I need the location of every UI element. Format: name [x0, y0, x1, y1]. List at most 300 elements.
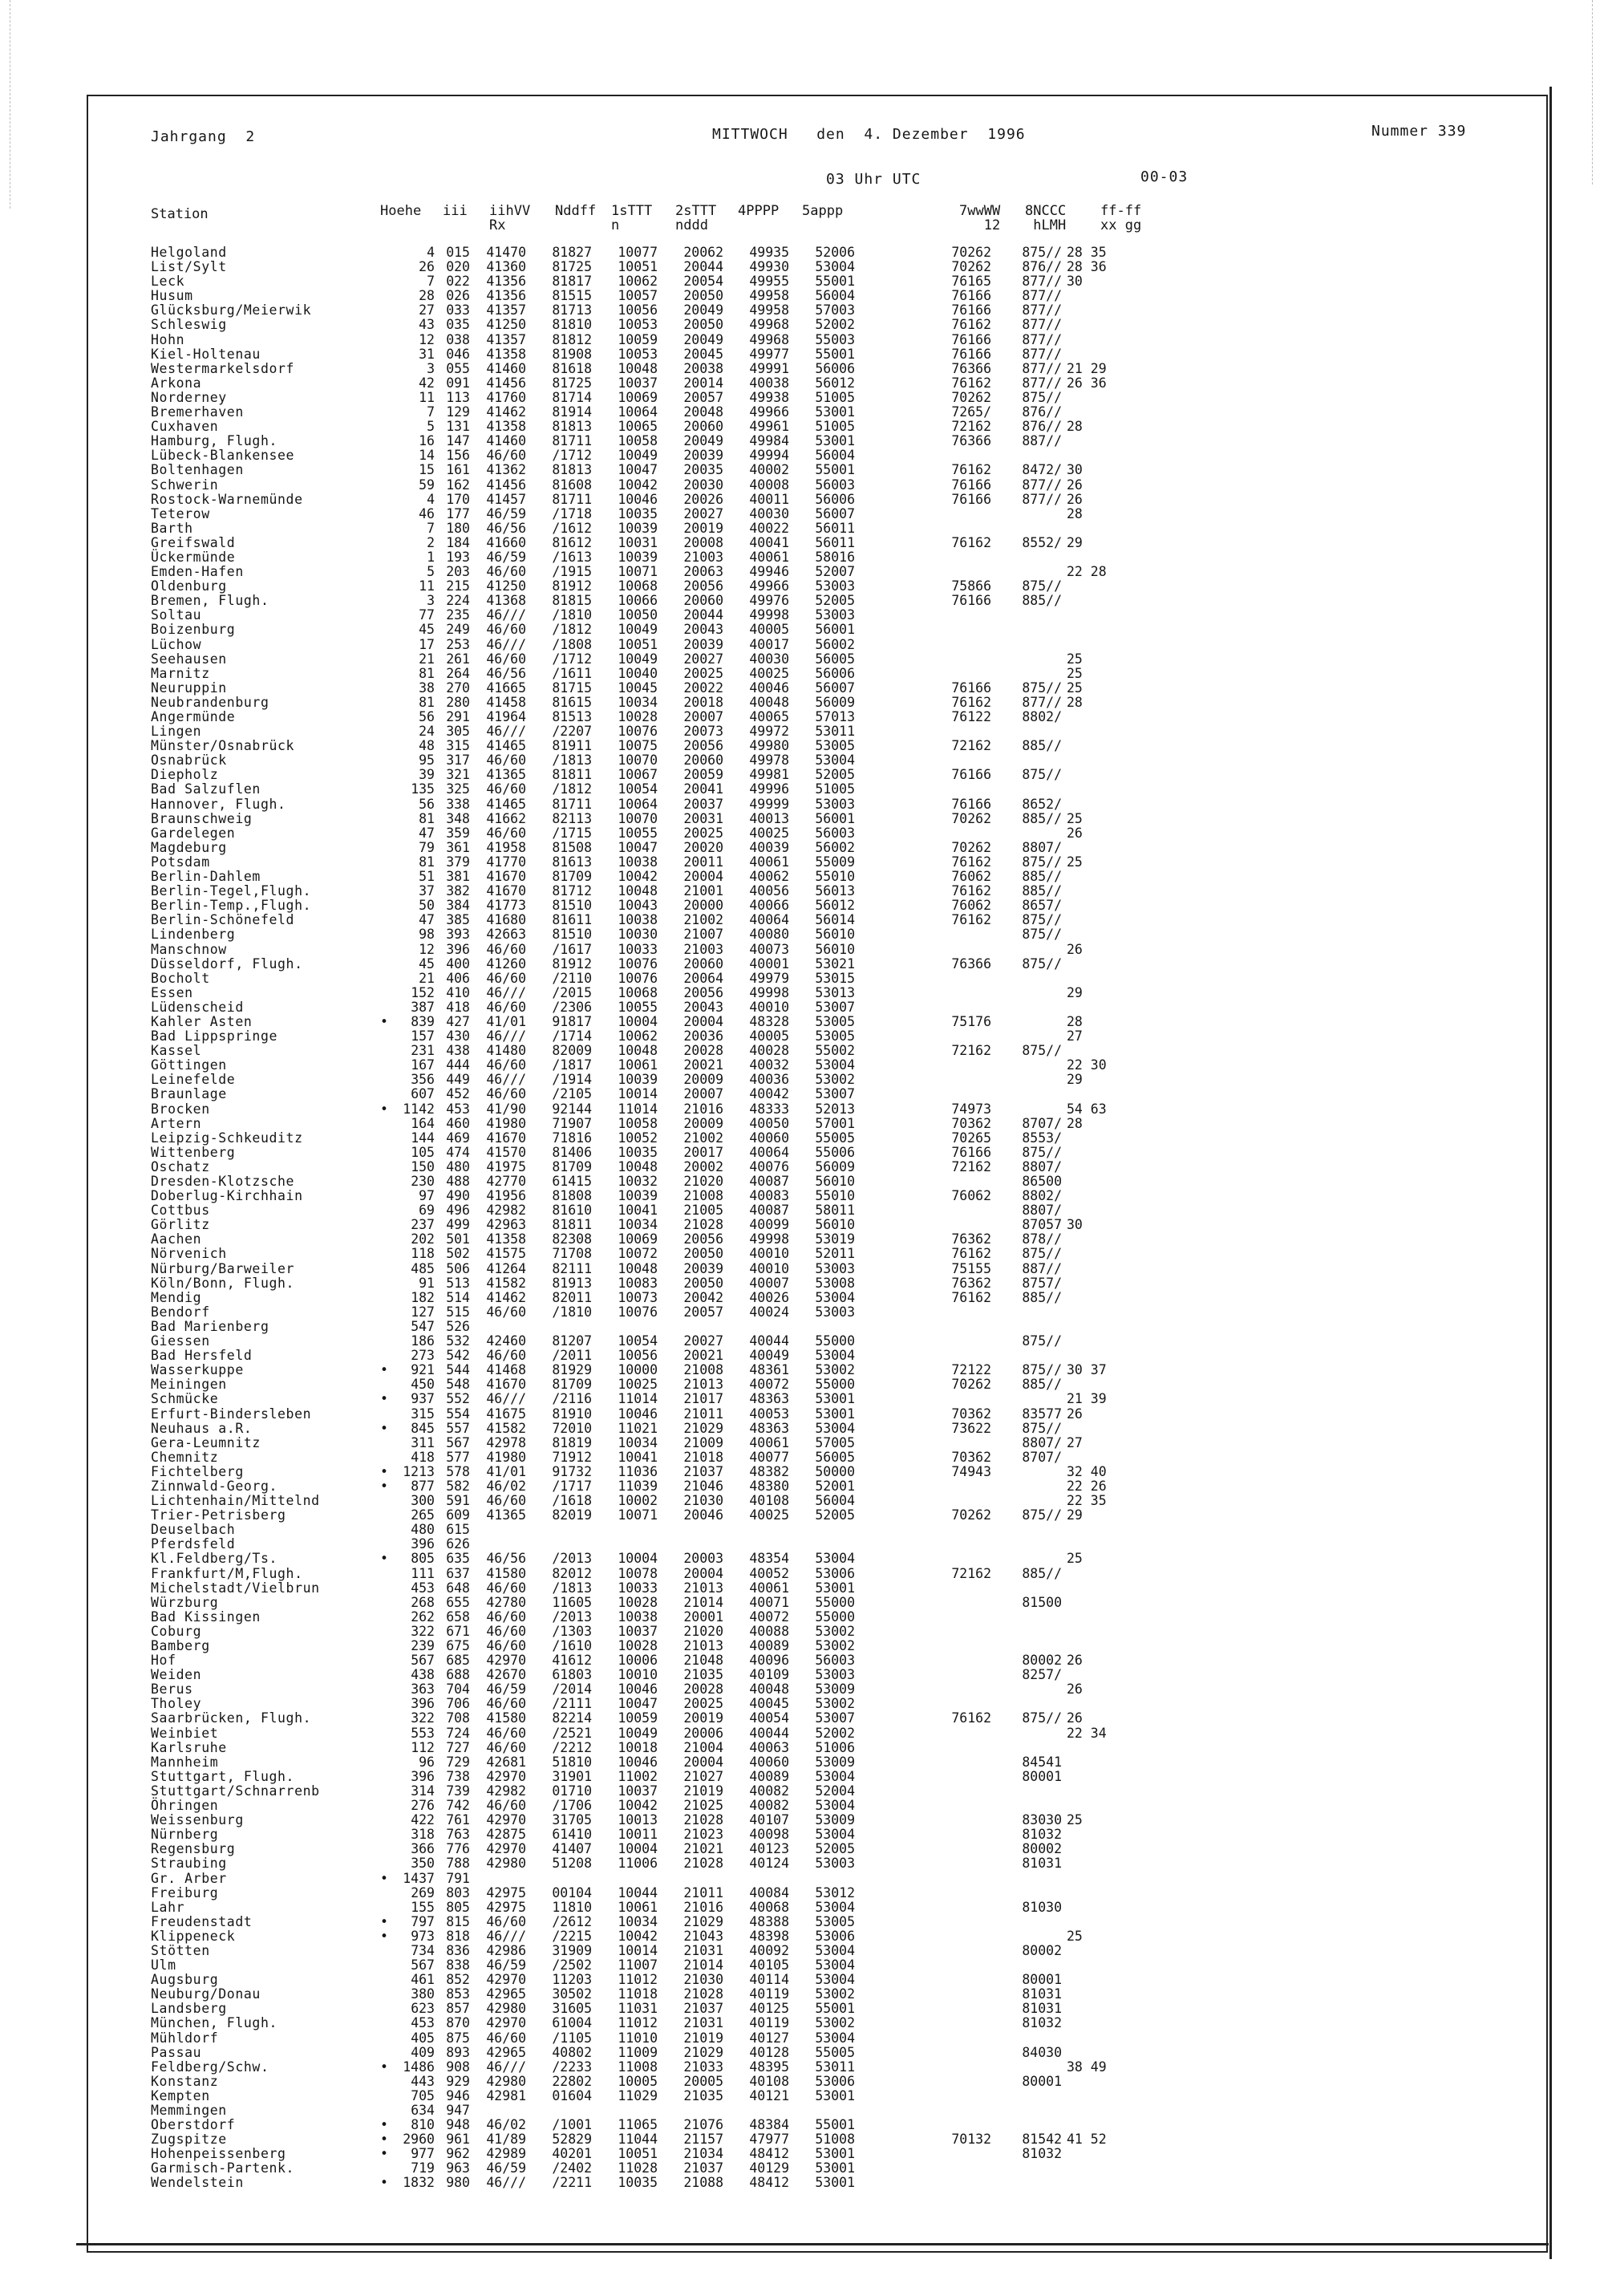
- cell-station-name: Garmisch-Partenk.: [151, 2160, 295, 2176]
- table-row: [151, 362, 1126, 376]
- cell-4pppp: 48398: [749, 1928, 789, 1944]
- cell-iii: 577: [446, 1449, 470, 1465]
- cell-iihvv: 42663: [486, 927, 526, 943]
- table-row: [151, 405, 1126, 420]
- cell-iii: 658: [446, 1608, 470, 1625]
- cell-iihvv: 41465: [486, 738, 526, 754]
- cell-2sttt: 21030: [683, 1972, 723, 1988]
- table-row: [151, 1000, 1126, 1015]
- cell-iihvv: 41580: [486, 1565, 526, 1581]
- cell-1sttt: 11009: [618, 2044, 658, 2060]
- cell-station-name: Wendelstein: [151, 2175, 244, 2191]
- table-row: [151, 550, 1126, 565]
- cell-nddff: 81817: [552, 274, 592, 290]
- cell-hoehe: 46: [419, 505, 435, 521]
- cell-8nccc: 877//: [1022, 288, 1062, 304]
- cell-5appp: 56014: [815, 912, 855, 928]
- cell-4pppp: 49998: [749, 984, 789, 1000]
- cell-4pppp: 40028: [749, 1043, 789, 1059]
- cell-ff-ff: 26: [1067, 1406, 1083, 1422]
- cell-1sttt: 10038: [618, 854, 658, 870]
- cell-nddff: 82019: [552, 1507, 592, 1523]
- cell-5appp: 53004: [815, 1827, 855, 1843]
- table-row: [151, 1015, 1126, 1029]
- cell-2sttt: 21008: [683, 1188, 723, 1204]
- cell-8nccc: 876//: [1022, 259, 1062, 275]
- cell-8nccc: 8707/: [1022, 1449, 1062, 1465]
- cell-station-name: Nörvenich: [151, 1246, 227, 1262]
- table-row: [151, 1029, 1126, 1044]
- cell-iihvv: 42670: [486, 1667, 526, 1683]
- cell-7wwww: 76366: [951, 433, 991, 449]
- cell-2sttt: 20017: [683, 1144, 723, 1160]
- table-row: [151, 826, 1126, 841]
- table-row: [151, 753, 1126, 768]
- cell-2sttt: 20043: [683, 999, 723, 1015]
- cell-iii: 526: [446, 1318, 470, 1334]
- cell-2sttt: 21009: [683, 1434, 723, 1450]
- cell-4pppp: 48412: [749, 2175, 789, 2191]
- cell-4pppp: 40044: [749, 1333, 789, 1349]
- table-row: [151, 1537, 1126, 1552]
- cell-4pppp: 40084: [749, 1884, 789, 1900]
- cell-iii: 382: [446, 883, 470, 899]
- cell-7wwww: 76162: [951, 694, 991, 710]
- cell-2sttt: 20054: [683, 274, 723, 290]
- cell-5appp: 53002: [815, 2015, 855, 2031]
- cell-4pppp: 40061: [749, 1434, 789, 1450]
- cell-hoehe: 356: [411, 1072, 435, 1088]
- cell-2sttt: 20035: [683, 462, 723, 478]
- cell-4pppp: 40119: [749, 1986, 789, 2002]
- scan-edge-marks-right: [1592, 0, 1604, 185]
- cell-1sttt: 10004: [618, 1551, 658, 1567]
- cell-nddff: /1612: [552, 520, 592, 536]
- cell-station-name: München, Flugh.: [151, 2015, 278, 2031]
- cell-2sttt: 21004: [683, 1739, 723, 1755]
- cell-4pppp: 40071: [749, 1594, 789, 1610]
- cell-2sttt: 21020: [683, 1623, 723, 1639]
- cell-iii: 947: [446, 2103, 470, 2118]
- cell-8nccc: 875//: [1022, 1333, 1062, 1349]
- cell-hoehe: 164: [411, 1115, 435, 1131]
- cell-ff-ff: 29: [1067, 534, 1083, 550]
- cell-iihvv: 41964: [486, 709, 526, 724]
- cell-4pppp: 49981: [749, 767, 789, 783]
- cell-5appp: 53001: [815, 2146, 855, 2162]
- cell-iii: 554: [446, 1406, 470, 1422]
- cell-4pppp: 40025: [749, 825, 789, 841]
- cell-station-name: Bremen, Flugh.: [151, 593, 269, 609]
- table-row: [151, 1813, 1126, 1827]
- cell-iii: 739: [446, 1783, 470, 1799]
- cell-nddff: 81608: [552, 477, 592, 493]
- table-row: [151, 1770, 1126, 1784]
- cell-iihvv: 46///: [486, 1928, 526, 1944]
- cell-5appp: 56009: [815, 1158, 855, 1174]
- cell-8nccc: 8807/: [1022, 1203, 1062, 1219]
- cell-4pppp: 40072: [749, 1608, 789, 1625]
- cell-4pppp: 40053: [749, 1406, 789, 1422]
- cell-5appp: 53004: [815, 1972, 855, 1988]
- cell-8nccc: 875//: [1022, 1144, 1062, 1160]
- cell-8nccc: 875//: [1022, 578, 1062, 594]
- cell-hoehe: 155: [411, 1899, 435, 1915]
- cell-iii: 706: [446, 1696, 470, 1712]
- cell-iii: 761: [446, 1812, 470, 1828]
- jahrgang-label: Jahrgang 2: [151, 128, 256, 145]
- cell-4pppp: 40064: [749, 1144, 789, 1160]
- cell-5appp: 52005: [815, 1507, 855, 1523]
- cell-iii: 655: [446, 1594, 470, 1610]
- cell-1sttt: 10058: [618, 433, 658, 449]
- cell-iihvv: 46/60: [486, 752, 526, 769]
- cell-iii: 381: [446, 869, 470, 885]
- cell-7wwww: 70132: [951, 2132, 991, 2148]
- cell-4pppp: 40010: [749, 1260, 789, 1276]
- cell-iii: 162: [446, 477, 470, 493]
- cell-alpine-marker: •: [380, 1870, 388, 1886]
- cell-5appp: 53009: [815, 1681, 855, 1698]
- cell-4pppp: 40005: [749, 1028, 789, 1045]
- cell-iii: 501: [446, 1231, 470, 1247]
- cell-station-name: Neuburg/Donau: [151, 1986, 261, 2002]
- cell-2sttt: 20059: [683, 767, 723, 783]
- cell-4pppp: 40068: [749, 1899, 789, 1915]
- cell-iii: 513: [446, 1275, 470, 1291]
- cell-hoehe: 1142: [403, 1101, 435, 1117]
- cell-nddff: 81725: [552, 375, 592, 391]
- cell-iihvv: 46/60: [486, 970, 526, 986]
- cell-1sttt: 10070: [618, 752, 658, 769]
- cell-5appp: 56004: [815, 1493, 855, 1509]
- cell-iihvv: 41480: [486, 1043, 526, 1059]
- cell-5appp: 53004: [815, 2030, 855, 2046]
- cell-7wwww: 76165: [951, 274, 991, 290]
- cell-nddff: 31909: [552, 1942, 592, 1958]
- cell-hoehe: 363: [411, 1681, 435, 1698]
- cell-ff-ff: 22 28: [1067, 564, 1107, 580]
- cell-hoehe: 5: [427, 419, 435, 435]
- cell-nddff: 40802: [552, 2044, 592, 2060]
- cell-hoehe: 182: [411, 1289, 435, 1305]
- col-iihvv-header: iihVV Rx: [489, 203, 531, 233]
- cell-4pppp: 40005: [749, 622, 789, 638]
- cell-station-name: Karlsruhe: [151, 1739, 227, 1755]
- cell-2sttt: 20009: [683, 1115, 723, 1131]
- cell-iihvv: 46/60: [486, 941, 526, 957]
- cell-hoehe: 26: [419, 259, 435, 275]
- table-row: [151, 768, 1126, 782]
- cell-7wwww: 76166: [951, 302, 991, 318]
- cell-nddff: 81508: [552, 839, 592, 855]
- cell-1sttt: 10039: [618, 1188, 658, 1204]
- cell-hoehe: 31: [419, 346, 435, 362]
- cell-ff-ff: 30: [1067, 1217, 1083, 1233]
- cell-hoehe: 11: [419, 578, 435, 594]
- cell-5appp: 56011: [815, 534, 855, 550]
- cell-nddff: /2011: [552, 1348, 592, 1364]
- cell-2sttt: 21023: [683, 1827, 723, 1843]
- cell-7wwww: 76362: [951, 1275, 991, 1291]
- cell-station-name: Boizenburg: [151, 622, 236, 638]
- col-hoehe-header: Hoehe: [380, 203, 422, 219]
- cell-7wwww: 72122: [951, 1362, 991, 1378]
- cell-4pppp: 40061: [749, 549, 789, 565]
- table-row: [151, 1407, 1126, 1422]
- table-row: [151, 739, 1126, 753]
- cell-iihvv: 42981: [486, 2087, 526, 2103]
- cell-1sttt: 10064: [618, 404, 658, 420]
- cell-nddff: 81810: [552, 317, 592, 333]
- cell-hoehe: 186: [411, 1333, 435, 1349]
- cell-5appp: 53004: [815, 1420, 855, 1436]
- cell-5appp: 53002: [815, 1072, 855, 1088]
- cell-1sttt: 10083: [618, 1275, 658, 1291]
- table-row: [151, 1697, 1126, 1711]
- cell-iii: 291: [446, 709, 470, 724]
- cell-5appp: 53002: [815, 1638, 855, 1653]
- cell-iii: 156: [446, 448, 470, 464]
- cell-iihvv: 41/89: [486, 2132, 526, 2148]
- cell-1sttt: 10032: [618, 1174, 658, 1189]
- cell-iihvv: 46///: [486, 607, 526, 623]
- cell-1sttt: 10050: [618, 607, 658, 623]
- cell-4pppp: 40063: [749, 1739, 789, 1755]
- cell-1sttt: 10055: [618, 825, 658, 841]
- cell-station-name: Angermünde: [151, 709, 236, 724]
- cell-station-name: Öhringen: [151, 1798, 219, 1814]
- cell-station-name: Köln/Bonn, Flugh.: [151, 1275, 295, 1291]
- cell-2sttt: 21016: [683, 1899, 723, 1915]
- cell-iii: 406: [446, 970, 470, 986]
- cell-nddff: /1812: [552, 622, 592, 638]
- cell-iihvv: 46/59: [486, 1681, 526, 1698]
- table-row: [151, 1146, 1126, 1160]
- table-row: [151, 652, 1126, 667]
- cell-1sttt: 10038: [618, 912, 658, 928]
- cell-iihvv: 42975: [486, 1899, 526, 1915]
- col-ffff-header: ff-ff xx gg: [1100, 203, 1142, 233]
- cell-iihvv: 41570: [486, 1144, 526, 1160]
- cell-2sttt: 20045: [683, 346, 723, 362]
- cell-2sttt: 21003: [683, 549, 723, 565]
- table-row: [151, 289, 1126, 303]
- cell-5appp: 55002: [815, 1043, 855, 1059]
- cell-iii: 544: [446, 1362, 470, 1378]
- cell-iii: 480: [446, 1158, 470, 1174]
- cell-5appp: 56003: [815, 477, 855, 493]
- cell-2sttt: 21028: [683, 1986, 723, 2002]
- cell-2sttt: 21030: [683, 1493, 723, 1509]
- cell-1sttt: 10028: [618, 1638, 658, 1653]
- cell-hoehe: 443: [411, 2073, 435, 2089]
- station-data-table: [151, 245, 1126, 2191]
- cell-nddff: 22802: [552, 2073, 592, 2089]
- cell-5appp: 53011: [815, 2059, 855, 2075]
- cell-7wwww: 76162: [951, 375, 991, 391]
- cell-2sttt: 21028: [683, 1217, 723, 1233]
- cell-7wwww: 76162: [951, 1710, 991, 1726]
- cell-nddff: 11203: [552, 1972, 592, 1988]
- cell-iii: 384: [446, 898, 470, 914]
- cell-iihvv: 42970: [486, 1841, 526, 1857]
- table-row: [151, 507, 1126, 521]
- cell-iihvv: 41456: [486, 477, 526, 493]
- cell-8nccc: 875//: [1022, 1043, 1062, 1059]
- cell-iihvv: 42965: [486, 1986, 526, 2002]
- cell-5appp: 55005: [815, 2044, 855, 2060]
- cell-4pppp: 40064: [749, 912, 789, 928]
- cell-nddff: 81610: [552, 1203, 592, 1219]
- table-row: [151, 1218, 1126, 1232]
- cell-1sttt: 10062: [618, 1028, 658, 1045]
- cell-ff-ff: 26: [1067, 1681, 1083, 1698]
- cell-ff-ff: 30 37: [1067, 1362, 1107, 1378]
- cell-iihvv: 46/60: [486, 1304, 526, 1320]
- cell-7wwww: 75176: [951, 1013, 991, 1029]
- cell-iii: 946: [446, 2087, 470, 2103]
- cell-5appp: 53004: [815, 1768, 855, 1784]
- cell-1sttt: 10059: [618, 1710, 658, 1726]
- cell-hoehe: 322: [411, 1623, 435, 1639]
- cell-nddff: 81914: [552, 404, 592, 420]
- cell-1sttt: 10064: [618, 796, 658, 812]
- cell-5appp: 51006: [815, 1739, 855, 1755]
- cell-7wwww: 76166: [951, 331, 991, 347]
- cell-hoehe: 265: [411, 1507, 435, 1523]
- cell-4pppp: 40083: [749, 1188, 789, 1204]
- cell-iii: 609: [446, 1507, 470, 1523]
- cell-iihvv: 41662: [486, 810, 526, 826]
- table-row: [151, 1711, 1126, 1726]
- cell-8nccc: 887//: [1022, 433, 1062, 449]
- cell-iihvv: 42770: [486, 1174, 526, 1189]
- cell-hoehe: 634: [411, 2103, 435, 2118]
- cell-2sttt: 21048: [683, 1653, 723, 1669]
- cell-hoehe: 45: [419, 622, 435, 638]
- cell-2sttt: 20007: [683, 709, 723, 724]
- cell-station-name: Leinefelde: [151, 1072, 236, 1088]
- cell-iihvv: 42970: [486, 1812, 526, 1828]
- cell-iii: 444: [446, 1057, 470, 1073]
- cell-4pppp: 40032: [749, 1057, 789, 1073]
- cell-iii: 177: [446, 505, 470, 521]
- cell-iii: 635: [446, 1551, 470, 1567]
- cell-nddff: 92144: [552, 1101, 592, 1117]
- cell-2sttt: 21035: [683, 1667, 723, 1683]
- frame-shadow-right: [1545, 87, 1552, 2259]
- cell-alpine-marker: •: [380, 1362, 388, 1378]
- cell-2sttt: 20030: [683, 477, 723, 493]
- cell-iii: 499: [446, 1217, 470, 1233]
- cell-2sttt: 20049: [683, 433, 723, 449]
- cell-hoehe: 810: [411, 2117, 435, 2133]
- cell-hoehe: 42: [419, 375, 435, 391]
- cell-hoehe: 937: [411, 1391, 435, 1407]
- cell-1sttt: 10039: [618, 549, 658, 565]
- cell-8nccc: 875//: [1022, 1710, 1062, 1726]
- cell-8nccc: 83577: [1022, 1406, 1062, 1422]
- cell-2sttt: 21031: [683, 1942, 723, 1958]
- cell-hoehe: 15: [419, 462, 435, 478]
- cell-2sttt: 21013: [683, 1377, 723, 1393]
- cell-iihvv: 42970: [486, 1768, 526, 1784]
- cell-iihvv: 46/60: [486, 781, 526, 797]
- cell-5appp: 53001: [815, 1580, 855, 1596]
- cell-4pppp: 40039: [749, 839, 789, 855]
- cell-iii: 410: [446, 984, 470, 1000]
- cell-ff-ff: 38 49: [1067, 2059, 1107, 2075]
- cell-4pppp: 48363: [749, 1391, 789, 1407]
- cell-hoehe: 705: [411, 2087, 435, 2103]
- cell-1sttt: 10014: [618, 1942, 658, 1958]
- cell-8nccc: 84030: [1022, 2044, 1062, 2060]
- cell-8nccc: 877//: [1022, 331, 1062, 347]
- cell-4pppp: 40108: [749, 2073, 789, 2089]
- cell-5appp: 53004: [815, 1348, 855, 1364]
- cell-1sttt: 10047: [618, 1696, 658, 1712]
- cell-nddff: 81711: [552, 433, 592, 449]
- cell-2sttt: 21028: [683, 1856, 723, 1872]
- cell-7wwww: 76166: [951, 593, 991, 609]
- cell-iihvv: 42970: [486, 2015, 526, 2031]
- cell-hoehe: 5: [427, 564, 435, 580]
- cell-5appp: 53004: [815, 1551, 855, 1567]
- cell-hoehe: 553: [411, 1725, 435, 1741]
- cell-5appp: 55009: [815, 854, 855, 870]
- cell-hoehe: 4: [427, 245, 435, 260]
- cell-iii: 359: [446, 825, 470, 841]
- cell-1sttt: 11021: [618, 1420, 658, 1436]
- cell-2sttt: 21037: [683, 2160, 723, 2176]
- cell-1sttt: 10076: [618, 955, 658, 972]
- cell-2sttt: 20038: [683, 360, 723, 376]
- cell-iihvv: 46///: [486, 984, 526, 1000]
- cell-5appp: 55000: [815, 1594, 855, 1610]
- cell-iihvv: 42965: [486, 2044, 526, 2060]
- cell-8nccc: 80001: [1022, 1768, 1062, 1784]
- cell-nddff: /1810: [552, 1304, 592, 1320]
- cell-8nccc: 878//: [1022, 1231, 1062, 1247]
- cell-2sttt: 20057: [683, 1304, 723, 1320]
- cell-hoehe: 318: [411, 1827, 435, 1843]
- cell-2sttt: 20008: [683, 534, 723, 550]
- cell-7wwww: 76362: [951, 1231, 991, 1247]
- cell-hoehe: 16: [419, 433, 435, 449]
- cell-2sttt: 21043: [683, 1928, 723, 1944]
- cell-1sttt: 10049: [618, 448, 658, 464]
- cell-nddff: /2014: [552, 1681, 592, 1698]
- cell-station-name: Teterow: [151, 505, 210, 521]
- cell-ff-ff: 28: [1067, 419, 1083, 435]
- cell-iihvv: 42980: [486, 2073, 526, 2089]
- cell-iii: 857: [446, 2001, 470, 2017]
- cell-iii: 161: [446, 462, 470, 478]
- cell-station-name: Saarbrücken, Flugh.: [151, 1710, 312, 1726]
- cell-5appp: 53004: [815, 1942, 855, 1958]
- table-row: [151, 565, 1126, 579]
- cell-2sttt: 21157: [683, 2132, 723, 2148]
- cell-station-name: Freudenstadt: [151, 1913, 253, 1929]
- table-row: [151, 347, 1126, 362]
- cell-iihvv: 41250: [486, 578, 526, 594]
- cell-4pppp: 48384: [749, 2117, 789, 2133]
- cell-hoehe: 144: [411, 1130, 435, 1146]
- cell-hoehe: 45: [419, 955, 435, 972]
- cell-iihvv: 41468: [486, 1362, 526, 1378]
- cell-7wwww: 76162: [951, 912, 991, 928]
